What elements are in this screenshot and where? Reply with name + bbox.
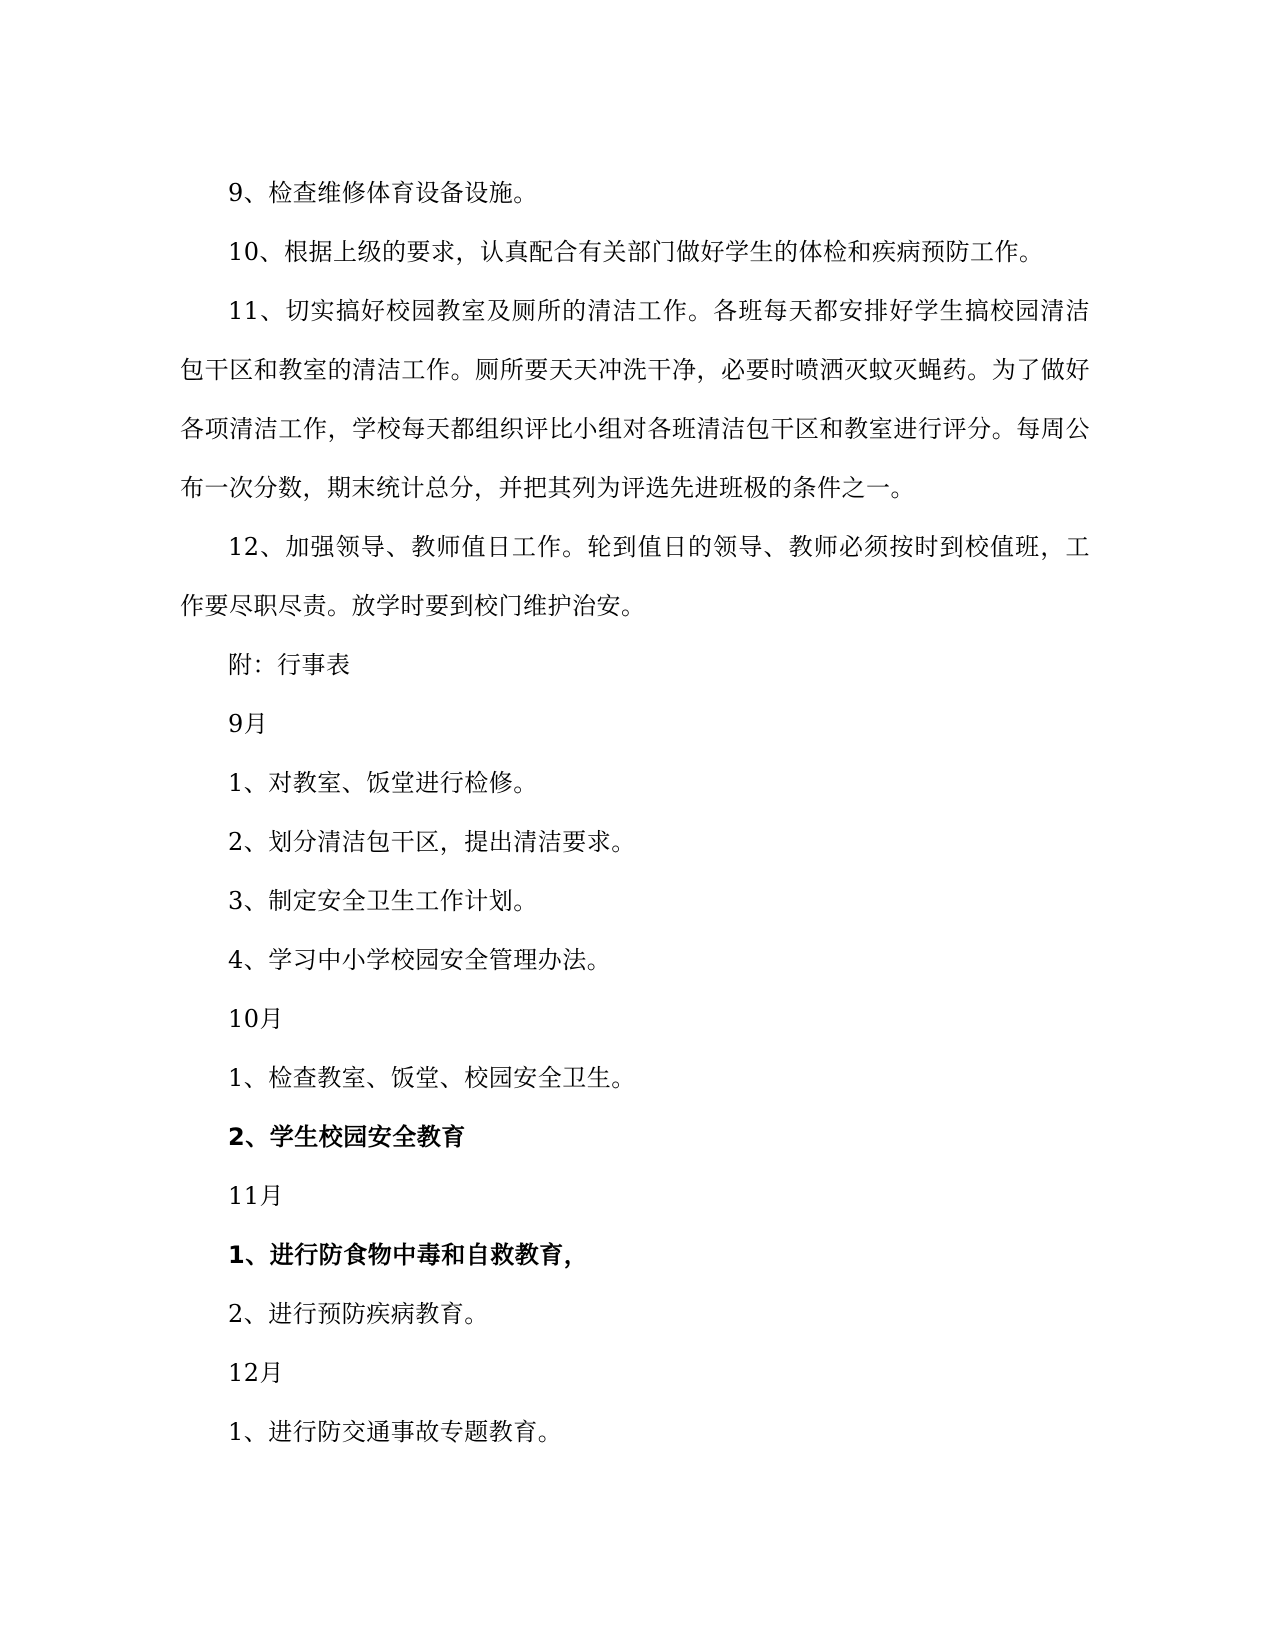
september-item-3: 3、制定安全卫生工作计划。 <box>228 887 538 915</box>
month-december: 12月 <box>228 1359 285 1387</box>
paragraph-item-9: 9、检查维修体育设备设施。 <box>228 179 538 207</box>
document-body <box>180 164 1090 1462</box>
schedule-heading: 附：行事表 <box>228 651 351 679</box>
november-item-2: 2、进行预防疾病教育。 <box>228 1300 489 1328</box>
december-item-1: 1、进行防交通事故专题教育。 <box>228 1418 563 1446</box>
september-item-1: 1、对教室、饭堂进行检修。 <box>228 769 538 797</box>
september-item-2: 2、划分清洁包干区，提出清洁要求。 <box>228 828 636 856</box>
month-september: 9月 <box>228 710 269 738</box>
september-item-4: 4、学习中小学校园安全管理办法。 <box>228 946 612 974</box>
november-item-1: 1、进行防食物中毒和自救教育， <box>228 1241 589 1269</box>
paragraph-item-10: 10、根据上级的要求，认真配合有关部门做好学生的体检和疾病预防工作。 <box>228 238 1044 266</box>
month-november: 11月 <box>228 1182 285 1210</box>
paragraph-item-12: 12、加强领导、教师值日工作。轮到值日的领导、教师必须按时到校值班，工作要尽职尽责。放学时要到校门维护治安。 <box>180 533 1090 620</box>
october-item-1: 1、检查教室、饭堂、校园安全卫生。 <box>228 1064 636 1092</box>
october-item-2: 2、学生校园安全教育 <box>228 1123 466 1151</box>
paragraph-item-11: 11、切实搞好校园教室及厕所的清洁工作。各班每天都安排好学生搞校园清洁包干区和教室的清洁工作。厕所要天天冲洗干净，必要时喷洒灭蚊灭蝇药。为了做好各项清洁工作，学校每天都组织评比小组对各班清洁包干区和教室进行评分。每周公布一次分数，期末统计总分，并把其列为评选先进班极的条件之一。 <box>180 297 1090 502</box>
month-october: 10月 <box>228 1005 285 1033</box>
